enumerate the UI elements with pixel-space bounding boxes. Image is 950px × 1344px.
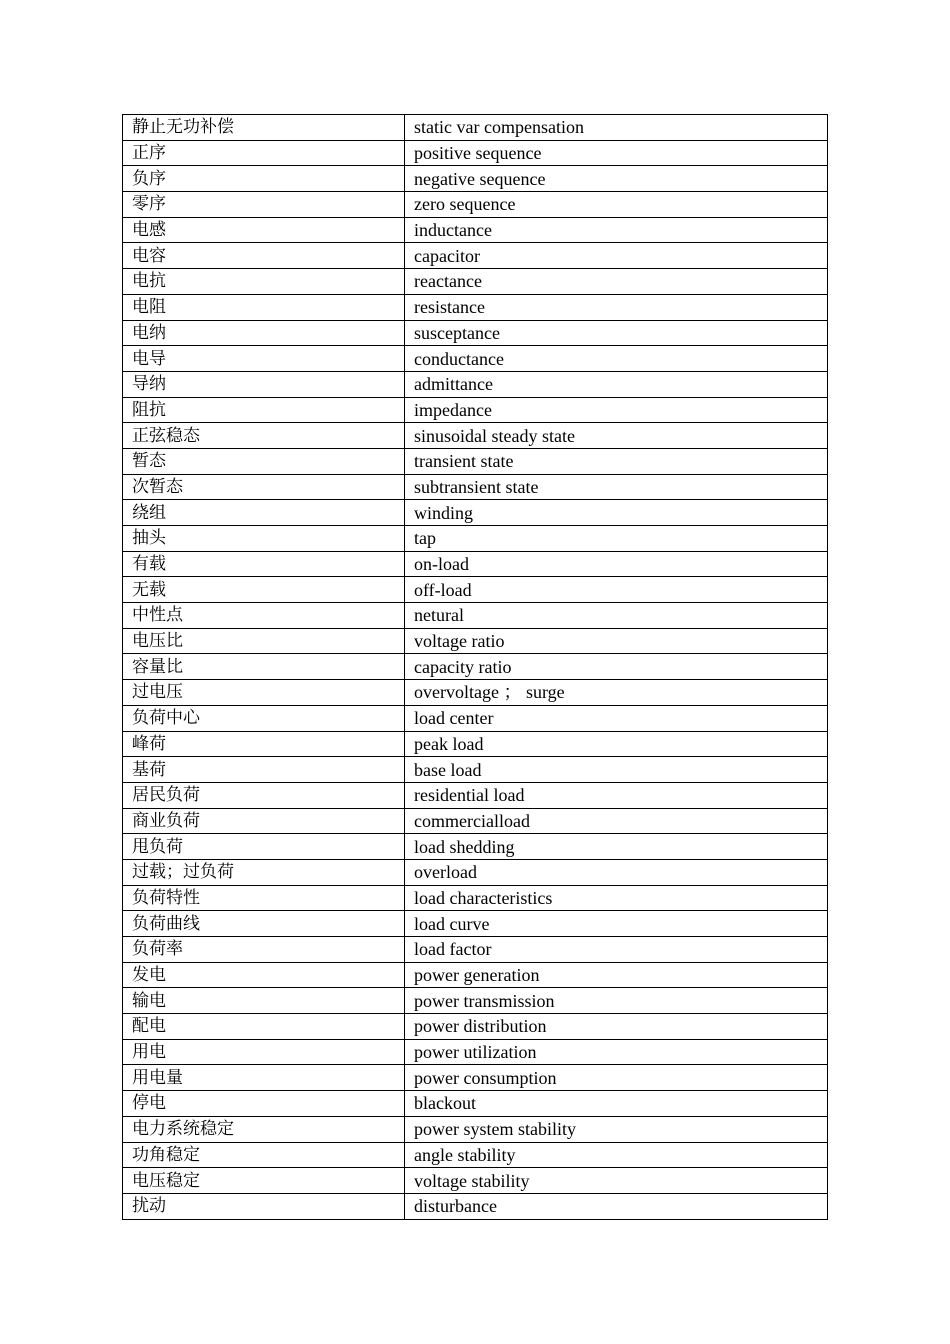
term-chinese: 次暂态: [123, 474, 405, 500]
table-row: [123, 448, 828, 474]
term-chinese: 负序: [123, 166, 405, 192]
table-row: [123, 474, 828, 500]
glossary-body: [123, 115, 828, 1220]
table-row: [123, 551, 828, 577]
term-english: peak load: [405, 731, 828, 757]
table-row: [123, 140, 828, 166]
term-chinese: 输电: [123, 988, 405, 1014]
table-row: [123, 1014, 828, 1040]
table-row: [123, 1065, 828, 1091]
table-row: [123, 500, 828, 526]
term-english: negative sequence: [405, 166, 828, 192]
term-english: power consumption: [405, 1065, 828, 1091]
term-english: commercialload: [405, 808, 828, 834]
term-chinese: 有载: [123, 551, 405, 577]
term-chinese: 电阻: [123, 294, 405, 320]
table-row: [123, 217, 828, 243]
term-chinese: 零序: [123, 192, 405, 218]
table-row: [123, 1091, 828, 1117]
table-row: [123, 628, 828, 654]
table-row: [123, 1142, 828, 1168]
term-english: susceptance: [405, 320, 828, 346]
term-english: resistance: [405, 294, 828, 320]
table-row: [123, 757, 828, 783]
term-english: admittance: [405, 371, 828, 397]
term-chinese: 停电: [123, 1091, 405, 1117]
table-row: [123, 885, 828, 911]
term-english: residential load: [405, 782, 828, 808]
term-chinese: 静止无功补偿: [123, 115, 405, 141]
term-chinese: 电导: [123, 346, 405, 372]
term-chinese: 商业负荷: [123, 808, 405, 834]
term-chinese: 无载: [123, 577, 405, 603]
term-english: positive sequence: [405, 140, 828, 166]
term-chinese: 电纳: [123, 320, 405, 346]
term-chinese: 负荷率: [123, 937, 405, 963]
table-row: [123, 423, 828, 449]
term-chinese: 电感: [123, 217, 405, 243]
term-chinese: 过载；过负荷: [123, 859, 405, 885]
table-row: [123, 1193, 828, 1219]
table-row: [123, 192, 828, 218]
table-row: [123, 834, 828, 860]
table-row: [123, 808, 828, 834]
term-chinese: 负荷中心: [123, 705, 405, 731]
term-english: load shedding: [405, 834, 828, 860]
table-row: [123, 243, 828, 269]
glossary-table: [122, 114, 828, 1220]
term-english: voltage ratio: [405, 628, 828, 654]
term-chinese: 过电压: [123, 680, 405, 706]
term-chinese: 居民负荷: [123, 782, 405, 808]
term-chinese: 正弦稳态: [123, 423, 405, 449]
table-row: [123, 526, 828, 552]
term-english: sinusoidal steady state: [405, 423, 828, 449]
term-chinese: 绕组: [123, 500, 405, 526]
term-english: load curve: [405, 911, 828, 937]
term-chinese: 中性点: [123, 603, 405, 629]
term-english: on-load: [405, 551, 828, 577]
term-chinese: 功角稳定: [123, 1142, 405, 1168]
term-english: disturbance: [405, 1193, 828, 1219]
term-chinese: 导纳: [123, 371, 405, 397]
term-chinese: 发电: [123, 962, 405, 988]
table-row: [123, 294, 828, 320]
term-chinese: 配电: [123, 1014, 405, 1040]
term-english: overvoltage ； surge: [405, 680, 828, 706]
term-english: voltage stability: [405, 1168, 828, 1194]
table-row: [123, 1116, 828, 1142]
term-chinese: 容量比: [123, 654, 405, 680]
table-row: [123, 705, 828, 731]
table-row: [123, 320, 828, 346]
table-row: [123, 782, 828, 808]
term-english: impedance: [405, 397, 828, 423]
term-english: angle stability: [405, 1142, 828, 1168]
term-english: blackout: [405, 1091, 828, 1117]
term-english: load center: [405, 705, 828, 731]
term-english: base load: [405, 757, 828, 783]
term-chinese: 电容: [123, 243, 405, 269]
table-row: [123, 269, 828, 295]
table-row: [123, 577, 828, 603]
term-chinese: 负荷特性: [123, 885, 405, 911]
term-chinese: 电力系统稳定: [123, 1116, 405, 1142]
term-chinese: 电抗: [123, 269, 405, 295]
term-chinese: 阻抗: [123, 397, 405, 423]
table-row: [123, 911, 828, 937]
term-english: power distribution: [405, 1014, 828, 1040]
term-english: tap: [405, 526, 828, 552]
table-row: [123, 988, 828, 1014]
table-row: [123, 680, 828, 706]
table-row: [123, 731, 828, 757]
term-english: subtransient state: [405, 474, 828, 500]
table-row: [123, 371, 828, 397]
term-english: winding: [405, 500, 828, 526]
term-chinese: 基荷: [123, 757, 405, 783]
table-row: [123, 1039, 828, 1065]
table-row: [123, 115, 828, 141]
term-english: static var compensation: [405, 115, 828, 141]
term-chinese: 用电: [123, 1039, 405, 1065]
term-english: load factor: [405, 937, 828, 963]
term-english: load characteristics: [405, 885, 828, 911]
term-english: reactance: [405, 269, 828, 295]
term-english: power system stability: [405, 1116, 828, 1142]
term-english: overload: [405, 859, 828, 885]
term-chinese: 电压稳定: [123, 1168, 405, 1194]
table-row: [123, 397, 828, 423]
term-chinese: 正序: [123, 140, 405, 166]
table-row: [123, 937, 828, 963]
term-chinese: 负荷曲线: [123, 911, 405, 937]
term-english: power generation: [405, 962, 828, 988]
term-english: conductance: [405, 346, 828, 372]
table-row: [123, 859, 828, 885]
table-row: [123, 346, 828, 372]
term-english: capacity ratio: [405, 654, 828, 680]
term-english: transient state: [405, 448, 828, 474]
term-english: inductance: [405, 217, 828, 243]
term-chinese: 电压比: [123, 628, 405, 654]
table-row: [123, 603, 828, 629]
term-english: netural: [405, 603, 828, 629]
term-chinese: 用电量: [123, 1065, 405, 1091]
term-chinese: 甩负荷: [123, 834, 405, 860]
term-english: power transmission: [405, 988, 828, 1014]
term-english: zero sequence: [405, 192, 828, 218]
term-chinese: 抽头: [123, 526, 405, 552]
table-row: [123, 654, 828, 680]
term-chinese: 扰动: [123, 1193, 405, 1219]
term-chinese: 峰荷: [123, 731, 405, 757]
term-english: capacitor: [405, 243, 828, 269]
term-english: power utilization: [405, 1039, 828, 1065]
table-row: [123, 166, 828, 192]
term-english: off-load: [405, 577, 828, 603]
term-chinese: 暂态: [123, 448, 405, 474]
table-row: [123, 1168, 828, 1194]
table-row: [123, 962, 828, 988]
